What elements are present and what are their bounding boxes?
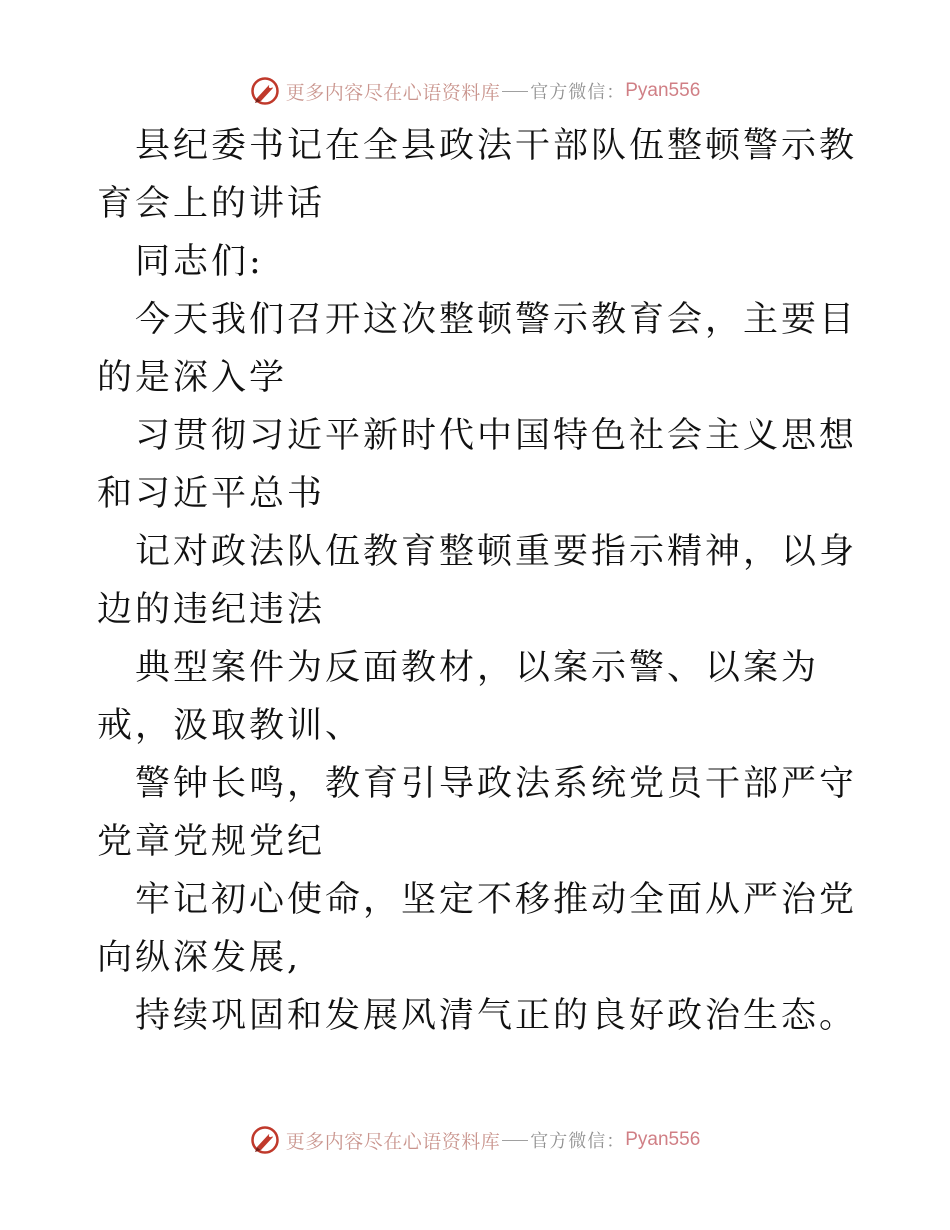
wechat-label: 官方微信： [530,1131,626,1152]
document-body [97,117,857,1045]
pen-logo-icon [250,1125,280,1155]
banner-separator [502,91,528,92]
body-paragraph: 持续巩固和发展风清气正的良好政治生态。 [135,996,858,1036]
banner-separator [502,1140,528,1141]
footer-banner [0,1120,950,1160]
body-paragraph: 今天我们召开这次整顿警示教育会，主要目的是深入学 [97,300,858,398]
body-paragraph: 警钟长鸣，教育引导政法系统党员干部严守党章党规党纪 [97,764,858,862]
promo-text: 更多内容尽在心语资料库 [285,1130,501,1153]
document-title: 县纪委书记在全县政法干部队伍整顿警示教育会上的讲话 [97,126,858,224]
body-paragraph: 习贯彻习近平新时代中国特色社会主义思想和习近平总书 [97,416,858,514]
wechat-label: 官方微信： [530,82,626,103]
wechat-id: Pyan556 [625,1129,701,1150]
body-paragraph: 牢记初心使命，坚定不移推动全面从严治党向纵深发展, [97,880,858,978]
body-paragraph: 典型案件为反面教材，以案示警、以案为戒，汲取教训、 [97,648,820,746]
body-paragraph: 记对政法队伍教育整顿重要指示精神，以身边的违纪违法 [97,532,858,630]
wechat-id: Pyan556 [625,80,701,101]
header-banner [0,71,950,111]
promo-text: 更多内容尽在心语资料库 [285,81,501,104]
salutation: 同志们: [135,242,264,282]
pen-logo-icon [250,76,280,106]
